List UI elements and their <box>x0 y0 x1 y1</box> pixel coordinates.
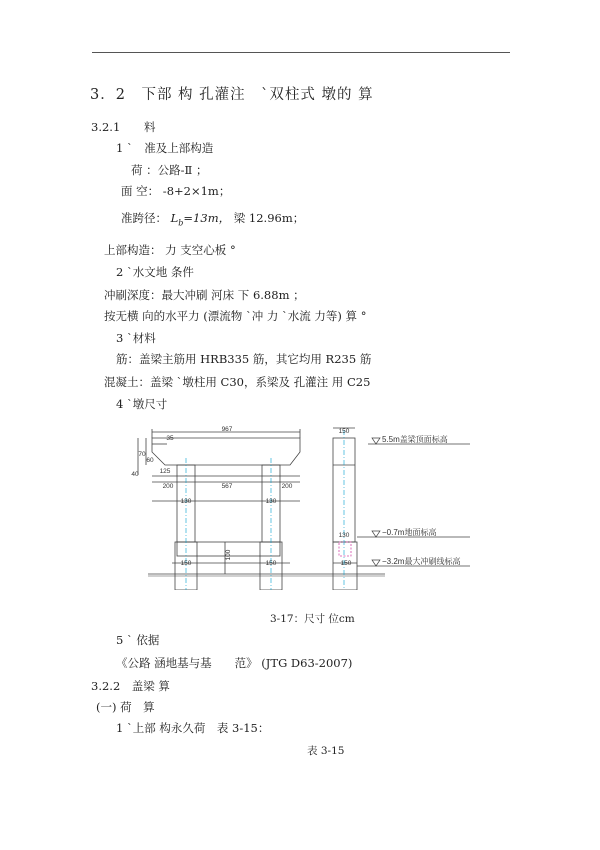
item-3: 3 `材料 <box>116 331 156 345</box>
dim-150b: 150 <box>265 560 277 567</box>
side-pile-cage <box>339 542 351 556</box>
subsection-label: 料 <box>144 120 156 134</box>
dim-35: 35 <box>166 435 174 442</box>
figure-caption: 3-17：尺寸 位cm <box>270 613 355 625</box>
dim-130c: 130 <box>338 532 350 539</box>
dim-200a: 200 <box>162 483 174 490</box>
table-label: 表 3-15 <box>307 745 345 757</box>
level-marker-2 <box>372 531 380 537</box>
span-prefix: 准跨径： <box>121 211 167 225</box>
span-formula: L <box>170 211 179 225</box>
span-value: =13m， <box>183 211 231 225</box>
dim-40: 40 <box>131 471 139 478</box>
item-5: 5 ` 依据 <box>116 633 160 647</box>
span-spec <box>121 211 304 230</box>
level-marker-3 <box>372 560 380 566</box>
dim-567: 567 <box>221 483 233 490</box>
superstructure: 上部构造： 力 支空心板 ° <box>104 243 236 257</box>
level-marker-1 <box>372 438 380 444</box>
scour-depth: 冲刷深度：最大冲刷 河床 下 6.88m ； <box>104 288 305 302</box>
span-sub: b <box>178 218 184 228</box>
load-spec: 荷 ：公路-Ⅱ ； <box>131 163 208 177</box>
dim-70: 70 <box>138 451 146 458</box>
dim-130b: 130 <box>265 498 277 505</box>
dim-200b: 200 <box>281 483 293 490</box>
item-2: 2 `水文地 条件 <box>116 265 194 279</box>
reference-code: 《公路 涵地基与基 范》 (JTG D63-2007) <box>116 656 353 670</box>
rebar-spec: 筋：盖梁主筋用 HRB335 筋，其它均用 R235 筋 <box>116 352 372 366</box>
header-rule <box>92 52 510 53</box>
section-title: 3．2 下部 构 孔灌注 `双柱式 墩的 算 <box>90 87 374 103</box>
cap-beam <box>152 438 300 465</box>
dim-125: 125 <box>159 468 171 475</box>
dim-150a: 150 <box>180 560 192 567</box>
part-1-item-1: 1 `上部 构永久荷 表 3-15： <box>116 721 270 735</box>
dim-100: 100 <box>225 549 232 561</box>
level-label-1: 5.5m盖梁顶面标高 <box>382 435 448 444</box>
dim-60: 60 <box>146 457 154 464</box>
pier-dimension-figure <box>130 418 490 590</box>
subsection-number: 3.2.1 <box>91 120 121 134</box>
subsection-3-2-2: 3.2.2 盖梁 算 <box>91 679 170 693</box>
dim-150c: 150 <box>338 428 350 435</box>
level-label-2: −0.7m地面标高 <box>382 528 437 537</box>
part-1-heading: (一) 荷 算 <box>96 700 155 714</box>
deck-spec: 面 空： -8+2×1m； <box>121 184 231 198</box>
dim-967: 967 <box>221 426 233 433</box>
item-1: 1 ` 准及上部构造 <box>116 141 214 155</box>
dim-130a: 130 <box>180 498 192 505</box>
concrete-spec: 混凝土：盖梁 `墩柱用 C30，系梁及 孔灌注 用 C25 <box>104 375 371 389</box>
horizontal-force: 按无横 向的水平力 (漂流物 `冲 力 `水流 力等) 算 ° <box>104 309 367 323</box>
level-label-3: −3.2m最大冲刷线标高 <box>382 557 461 566</box>
item-4: 4 `墩尺寸 <box>116 397 168 411</box>
dim-150d: 150 <box>340 560 352 567</box>
span-rest: 梁 12.96m； <box>233 211 305 225</box>
